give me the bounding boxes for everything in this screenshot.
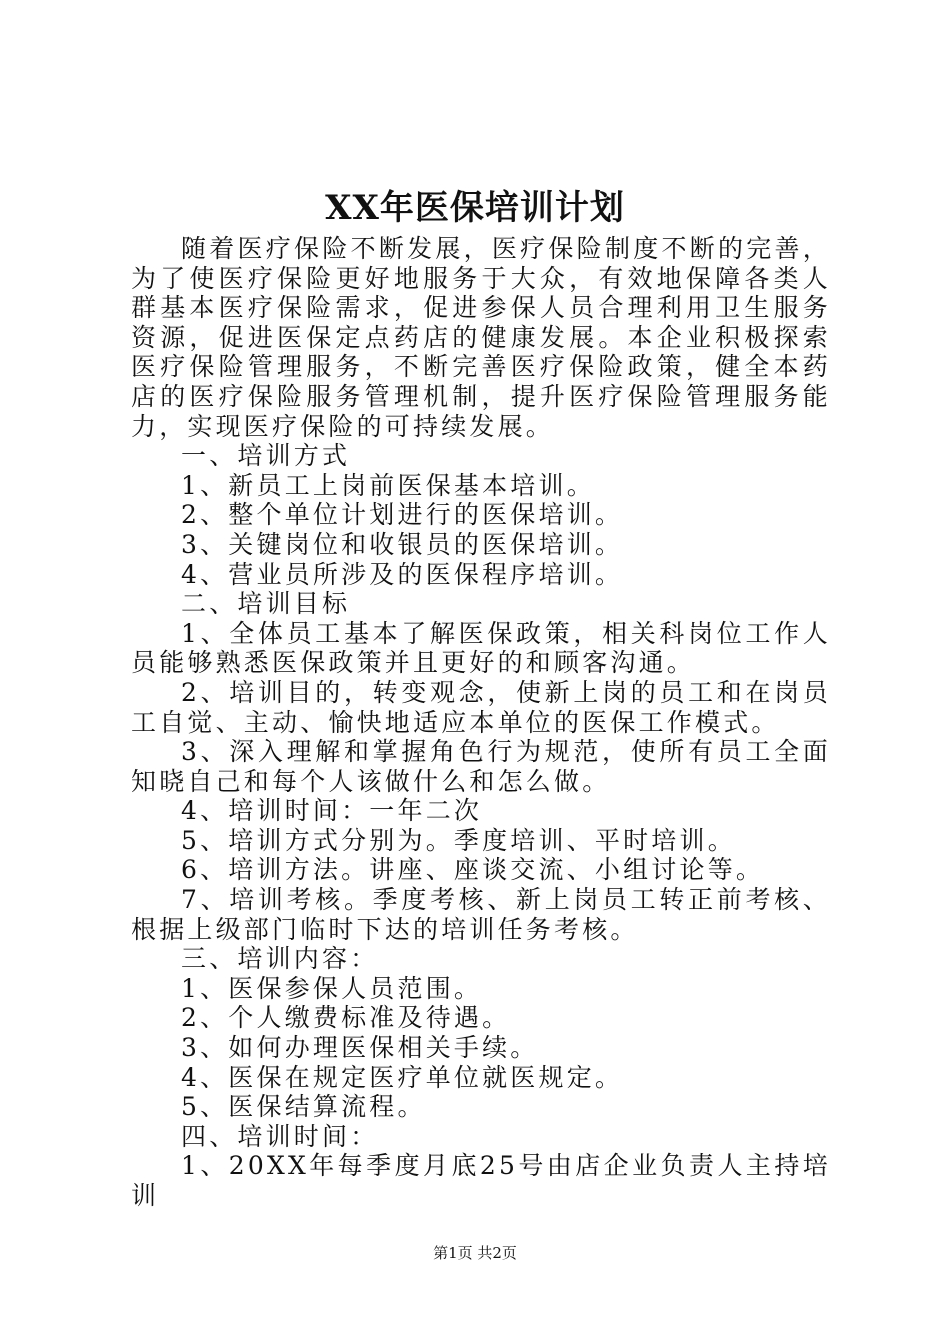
section-heading-training-content: 三、培训内容：	[181, 944, 379, 974]
section-heading-training-time: 四、培训时间：	[181, 1121, 379, 1151]
list-item: 2、整个单位计划进行的医保培训。	[181, 500, 624, 530]
list-item: 5、医保结算流程。	[181, 1092, 426, 1122]
document-body	[131, 234, 831, 1211]
list-item: 1、全体员工基本了解医保政策，相关科岗位工作人员能够熟悉医保政策并且更好的和顾客沟通。	[131, 618, 831, 678]
section-heading-training-goals: 二、培训目标	[181, 589, 351, 619]
list-item: 4、营业员所涉及的医保程序培训。	[181, 559, 624, 589]
list-item: 2、个人缴费标准及待遇。	[181, 1003, 511, 1033]
list-item: 2、培训目的，转变观念，使新上岗的员工和在岗员工自觉、主动、愉快地适应本单位的医保工作模式。	[131, 677, 831, 737]
section-heading-training-method: 一、培训方式	[181, 441, 351, 471]
intro-paragraph: 随着医疗保险不断发展，医疗保险制度不断的完善，为了使医疗保险更好地服务于大众，有效地保障各类人群基本医疗保险需求，促进参保人员合理利用卫生服务资源，促进医保定点药店的健康发展。本企业积极探索医疗保险管理服务，不断完善医疗保险政策，健全本药店的医疗保险服务管理机制，提升医疗保险管理服务能力，实现医疗保险的可持续发展。	[131, 234, 831, 441]
list-item: 1、20XX年每季度月底25号由店企业负责人主持培训	[131, 1151, 831, 1210]
list-item: 1、新员工上岗前医保基本培训。	[181, 470, 595, 500]
list-item: 4、培训时间：一年二次	[181, 796, 483, 826]
list-item: 6、培训方法。讲座、座谈交流、小组讨论等。	[181, 855, 765, 885]
list-item: 1、医保参保人员范围。	[181, 973, 483, 1003]
list-item: 7、培训考核。季度考核、新上岗员工转正前考核、根据上级部门临时下达的培训任务考核。	[131, 885, 831, 944]
list-item: 3、关键岗位和收银员的医保培训。	[181, 529, 624, 559]
document-title: XX年医保培训计划	[325, 188, 625, 228]
list-item: 5、培训方式分别为。季度培训、平时培训。	[181, 825, 736, 855]
list-item: 3、如何办理医保相关手续。	[181, 1033, 539, 1063]
list-item: 4、医保在规定医疗单位就医规定。	[181, 1062, 624, 1092]
page-footer: 第1页 共2页	[433, 1244, 517, 1262]
list-item: 3、深入理解和掌握角色行为规范，使所有员工全面知晓自己和每个人该做什么和怎么做。	[131, 737, 831, 796]
